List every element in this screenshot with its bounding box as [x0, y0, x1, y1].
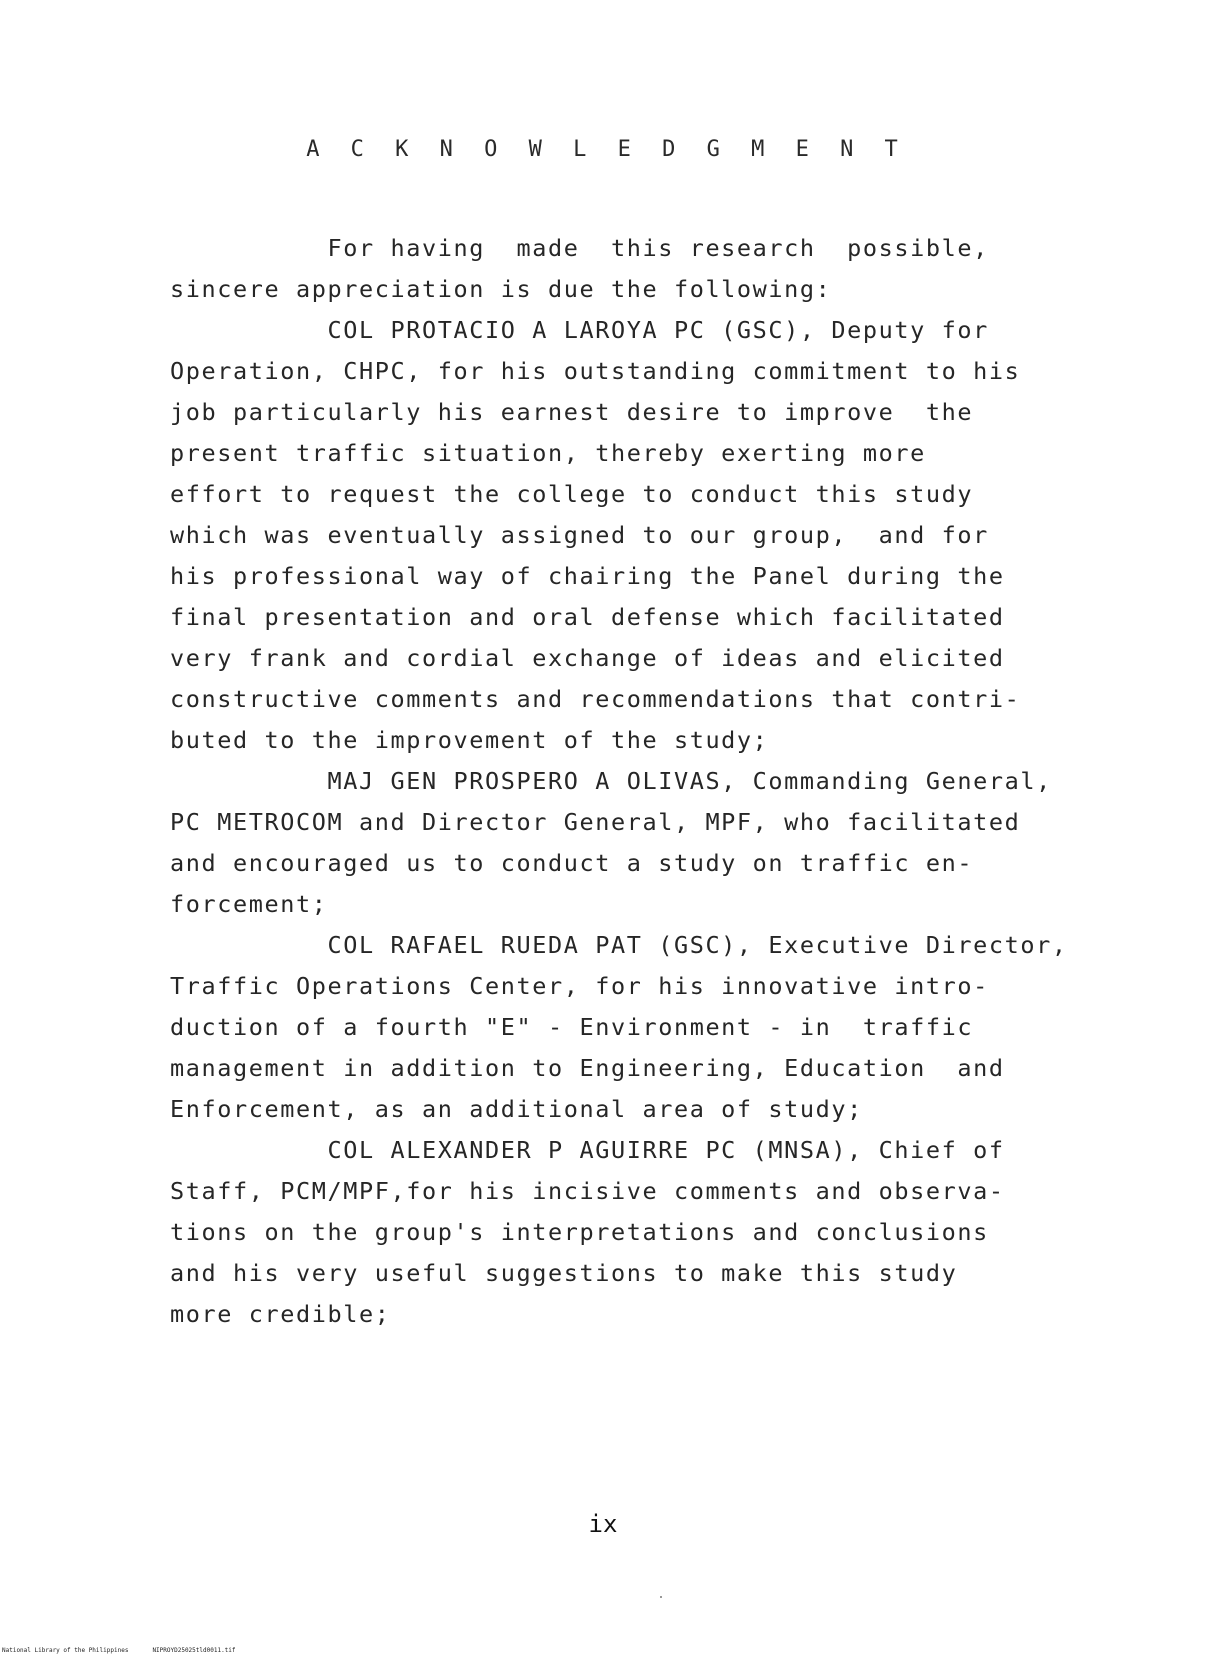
- footer-file-id: NIPROYD25025tld0011.tif: [152, 1647, 236, 1654]
- text-line: final presentation and oral defense which facilitated: [170, 603, 1005, 631]
- text-line: COL ALEXANDER P AGUIRRE PC (MNSA), Chief of: [170, 1136, 1005, 1164]
- text-line: constructive comments and recommendations that contri-: [170, 685, 1021, 713]
- footer-library: National Library of the Philippines: [2, 1647, 129, 1654]
- text-line: more credible;: [170, 1300, 391, 1328]
- paragraph-rueda: [170, 925, 1080, 1130]
- text-line: Enforcement, as an additional area of study;: [170, 1095, 863, 1123]
- text-line: which was eventually assigned to our group, and for: [170, 521, 989, 549]
- text-line: buted to the improvement of the study;: [170, 726, 769, 754]
- text-line: sincere appreciation is due the following:: [170, 275, 832, 303]
- text-line: For having made this research possible,: [170, 234, 989, 262]
- text-line: MAJ GEN PROSPERO A OLIVAS, Commanding General,: [170, 767, 1052, 795]
- text-line: Traffic Operations Center, for his innovative intro-: [170, 972, 989, 1000]
- text-line: forcement;: [170, 890, 328, 918]
- text-line: COL PROTACIO A LAROYA PC (GSC), Deputy for: [170, 316, 989, 344]
- text-line: Operation, CHPC, for his outstanding commitment to his: [170, 357, 1021, 385]
- paragraph-olivas: [170, 761, 1080, 925]
- text-line: Staff, PCM/MPF,for his incisive comments and observa-: [170, 1177, 1005, 1205]
- text-line: present traffic situation, thereby exerting more: [170, 439, 926, 467]
- text-line: PC METROCOM and Director General, MPF, who facilitated: [170, 808, 1021, 836]
- text-line: tions on the group's interpretations and conclusions: [170, 1218, 989, 1246]
- paragraph-intro: [170, 228, 1080, 310]
- text-line: very frank and cordial exchange of ideas and elicited: [170, 644, 1005, 672]
- text-line: and his very useful suggestions to make this study: [170, 1259, 958, 1287]
- page-heading: A C K N O W L E D G M E N T: [306, 137, 900, 162]
- paragraph-aguirre: [170, 1130, 1080, 1335]
- text-line: COL RAFAEL RUEDA PAT (GSC), Executive Director,: [170, 931, 1068, 959]
- text-line: job particularly his earnest desire to improve the: [170, 398, 974, 426]
- paragraph-laroya: [170, 310, 1080, 761]
- scan-footer: [2, 1647, 260, 1654]
- text-line: duction of a fourth "E" - Environment - in traffic: [170, 1013, 974, 1041]
- text-line: management in addition to Engineering, Education and: [170, 1054, 1005, 1082]
- text-line: effort to request the college to conduct this study: [170, 480, 974, 508]
- acknowledgment-body: [170, 228, 1080, 1335]
- scan-speck: [660, 1596, 662, 1598]
- text-line: and encouraged us to conduct a study on traffic en-: [170, 849, 974, 877]
- text-line: his professional way of chairing the Panel during the: [170, 562, 1005, 590]
- page-number: ix: [588, 1510, 618, 1538]
